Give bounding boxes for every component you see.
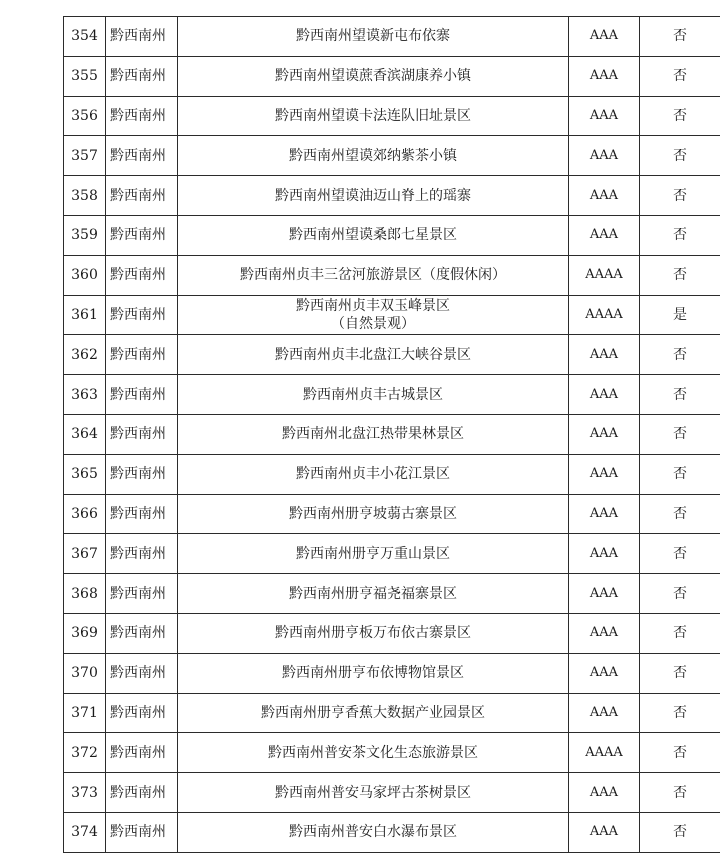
flag-cell bbox=[640, 335, 720, 375]
grade-cell bbox=[569, 454, 640, 494]
row-number-cell bbox=[64, 773, 106, 813]
table-row bbox=[64, 56, 720, 96]
grade-level: AAA bbox=[589, 625, 619, 641]
flag-value: 否 bbox=[673, 28, 687, 45]
table-row bbox=[64, 494, 720, 534]
flag-value: 否 bbox=[673, 426, 687, 443]
table-row bbox=[64, 812, 720, 852]
region-name: 黔西南州 bbox=[110, 744, 166, 761]
row-number-cell bbox=[64, 96, 106, 136]
row-number: 358 bbox=[71, 187, 98, 204]
region-cell bbox=[106, 136, 178, 176]
region-name: 黔西南州 bbox=[110, 346, 166, 363]
scenic-spot-name: 黔西南州贞丰双玉峰景区 bbox=[296, 297, 450, 314]
row-number-cell bbox=[64, 56, 106, 96]
table-row bbox=[64, 773, 720, 813]
row-number: 355 bbox=[71, 68, 98, 85]
grade-level: AAA bbox=[589, 784, 619, 800]
scenic-spot-name: 黔西南州望谟油迈山脊上的瑶寨 bbox=[275, 187, 471, 204]
flag-cell bbox=[640, 574, 720, 614]
region-cell bbox=[106, 176, 178, 216]
region-cell bbox=[106, 96, 178, 136]
flag-value: 否 bbox=[673, 824, 687, 841]
region-name: 黔西南州 bbox=[110, 306, 166, 323]
flag-cell bbox=[640, 454, 720, 494]
flag-cell bbox=[640, 255, 720, 295]
region-cell bbox=[106, 773, 178, 813]
row-number: 373 bbox=[71, 784, 98, 801]
region-name: 黔西南州 bbox=[110, 545, 166, 562]
scenic-spot-name-cell bbox=[178, 375, 569, 415]
scenic-spot-name: 黔西南州望谟蔗香滨湖康养小镇 bbox=[275, 68, 471, 85]
row-number-cell bbox=[64, 176, 106, 216]
grade-cell bbox=[569, 375, 640, 415]
region-cell bbox=[106, 494, 178, 534]
region-cell bbox=[106, 812, 178, 852]
scenic-spot-name: 黔西南州北盘江热带果林景区 bbox=[282, 426, 464, 443]
flag-cell bbox=[640, 534, 720, 574]
grade-cell bbox=[569, 96, 640, 136]
flag-cell bbox=[640, 96, 720, 136]
grade-cell bbox=[569, 17, 640, 57]
row-number: 369 bbox=[71, 625, 98, 642]
flag-value: 否 bbox=[673, 704, 687, 721]
grade-level: AAA bbox=[589, 68, 619, 84]
row-number-cell bbox=[64, 335, 106, 375]
table-row bbox=[64, 534, 720, 574]
region-name: 黔西南州 bbox=[110, 28, 166, 45]
scenic-spot-name: 黔西南州贞丰小花江景区 bbox=[296, 466, 450, 483]
grade-cell bbox=[569, 812, 640, 852]
region-cell bbox=[106, 574, 178, 614]
flag-cell bbox=[640, 56, 720, 96]
grade-cell bbox=[569, 534, 640, 574]
grade-cell bbox=[569, 295, 640, 335]
scenic-spot-name-cell bbox=[178, 534, 569, 574]
grade-cell bbox=[569, 733, 640, 773]
flag-value: 否 bbox=[673, 625, 687, 642]
grade-cell bbox=[569, 574, 640, 614]
grade-level: AAA bbox=[589, 227, 619, 243]
flag-cell bbox=[640, 17, 720, 57]
scenic-spot-name: 黔西南州册亨万重山景区 bbox=[296, 545, 450, 562]
region-cell bbox=[106, 414, 178, 454]
scenic-spot-name-cell bbox=[178, 17, 569, 57]
grade-level: AAAA bbox=[585, 744, 623, 760]
table-row bbox=[64, 454, 720, 494]
grade-level: AAA bbox=[589, 386, 619, 402]
scenic-spot-name-cell bbox=[178, 733, 569, 773]
row-number-cell bbox=[64, 613, 106, 653]
scenic-spot-name: 黔西南州贞丰北盘江大峡谷景区 bbox=[275, 346, 471, 363]
scenic-spot-name-cell bbox=[178, 494, 569, 534]
flag-value: 否 bbox=[673, 267, 687, 284]
table-row bbox=[64, 96, 720, 136]
flag-cell bbox=[640, 136, 720, 176]
region-cell bbox=[106, 613, 178, 653]
scenic-spot-name: 黔西南州望谟新屯布依寨 bbox=[296, 28, 450, 45]
grade-cell bbox=[569, 176, 640, 216]
region-name: 黔西南州 bbox=[110, 704, 166, 721]
row-number-cell bbox=[64, 414, 106, 454]
scenic-spot-name-cell bbox=[178, 773, 569, 813]
table-row bbox=[64, 733, 720, 773]
scenic-spot-name-cell bbox=[178, 295, 569, 335]
grade-level: AAA bbox=[589, 704, 619, 720]
scenic-spot-name-cell bbox=[178, 653, 569, 693]
scenic-spot-name: 黔西南州册亨布依博物馆景区 bbox=[282, 665, 464, 682]
row-number: 365 bbox=[71, 466, 98, 483]
grade-level: AAA bbox=[589, 466, 619, 482]
table-row bbox=[64, 136, 720, 176]
flag-cell bbox=[640, 295, 720, 335]
row-number: 366 bbox=[71, 505, 98, 522]
table-row bbox=[64, 215, 720, 255]
scenic-spot-name-cell bbox=[178, 613, 569, 653]
region-name: 黔西南州 bbox=[110, 147, 166, 164]
region-cell bbox=[106, 215, 178, 255]
region-name: 黔西南州 bbox=[110, 68, 166, 85]
row-number-cell bbox=[64, 653, 106, 693]
scenic-spots-table bbox=[63, 16, 720, 853]
scenic-spot-name-cell bbox=[178, 812, 569, 852]
region-cell bbox=[106, 653, 178, 693]
region-name: 黔西南州 bbox=[110, 187, 166, 204]
flag-cell bbox=[640, 812, 720, 852]
row-number: 367 bbox=[71, 545, 98, 562]
row-number-cell bbox=[64, 255, 106, 295]
flag-cell bbox=[640, 215, 720, 255]
grade-cell bbox=[569, 494, 640, 534]
region-name: 黔西南州 bbox=[110, 625, 166, 642]
grade-cell bbox=[569, 335, 640, 375]
flag-cell bbox=[640, 613, 720, 653]
scenic-spot-name: 黔西南州贞丰古城景区 bbox=[303, 386, 443, 403]
flag-cell bbox=[640, 414, 720, 454]
grade-level: AAA bbox=[589, 346, 619, 362]
grade-cell bbox=[569, 136, 640, 176]
row-number-cell bbox=[64, 494, 106, 534]
row-number: 359 bbox=[71, 227, 98, 244]
grade-level: AAA bbox=[589, 665, 619, 681]
row-number-cell bbox=[64, 136, 106, 176]
grade-cell bbox=[569, 215, 640, 255]
scenic-spot-name: 黔西南州普安茶文化生态旅游景区 bbox=[268, 744, 478, 761]
grade-cell bbox=[569, 613, 640, 653]
flag-cell bbox=[640, 375, 720, 415]
flag-value: 否 bbox=[673, 784, 687, 801]
scenic-spot-name-cell bbox=[178, 96, 569, 136]
table-row bbox=[64, 414, 720, 454]
region-cell bbox=[106, 335, 178, 375]
region-name: 黔西南州 bbox=[110, 227, 166, 244]
grade-level: AAA bbox=[589, 107, 619, 123]
region-cell bbox=[106, 454, 178, 494]
region-cell bbox=[106, 693, 178, 733]
flag-value: 否 bbox=[673, 744, 687, 761]
table-row bbox=[64, 335, 720, 375]
region-name: 黔西南州 bbox=[110, 585, 166, 602]
row-number: 354 bbox=[71, 28, 98, 45]
grade-cell bbox=[569, 773, 640, 813]
flag-value: 否 bbox=[673, 585, 687, 602]
scenic-spot-name-cell bbox=[178, 56, 569, 96]
region-name: 黔西南州 bbox=[110, 784, 166, 801]
row-number: 361 bbox=[71, 306, 98, 323]
region-name: 黔西南州 bbox=[110, 466, 166, 483]
flag-value: 否 bbox=[673, 227, 687, 244]
grade-level: AAAA bbox=[585, 306, 623, 322]
scenic-spot-name: 黔西南州册亨坡蒻古寨景区 bbox=[289, 505, 457, 522]
scenic-spot-name: 黔西南州册亨板万布依古寨景区 bbox=[275, 625, 471, 642]
row-number-cell bbox=[64, 17, 106, 57]
region-name: 黔西南州 bbox=[110, 665, 166, 682]
table-row bbox=[64, 574, 720, 614]
table-row bbox=[64, 295, 720, 335]
row-number: 370 bbox=[71, 665, 98, 682]
table-row bbox=[64, 255, 720, 295]
flag-cell bbox=[640, 653, 720, 693]
region-cell bbox=[106, 375, 178, 415]
scenic-spot-name-cell bbox=[178, 255, 569, 295]
region-cell bbox=[106, 295, 178, 335]
row-number-cell bbox=[64, 215, 106, 255]
scenic-spot-name-cell bbox=[178, 215, 569, 255]
flag-value: 否 bbox=[673, 505, 687, 522]
row-number-cell bbox=[64, 454, 106, 494]
flag-value: 否 bbox=[673, 466, 687, 483]
grade-cell bbox=[569, 56, 640, 96]
table-row bbox=[64, 693, 720, 733]
scenic-spot-name: 黔西南州普安白水瀑布景区 bbox=[289, 824, 457, 841]
row-number: 372 bbox=[71, 744, 98, 761]
flag-value: 否 bbox=[673, 68, 687, 85]
grade-cell bbox=[569, 255, 640, 295]
table-row bbox=[64, 613, 720, 653]
scenic-spot-name: 黔西南州望谟桑郎七星景区 bbox=[289, 227, 457, 244]
row-number-cell bbox=[64, 574, 106, 614]
flag-value: 否 bbox=[673, 107, 687, 124]
flag-value: 否 bbox=[673, 346, 687, 363]
table-row bbox=[64, 176, 720, 216]
region-cell bbox=[106, 17, 178, 57]
grade-cell bbox=[569, 653, 640, 693]
flag-cell bbox=[640, 494, 720, 534]
scenic-spot-name-cell bbox=[178, 574, 569, 614]
scenic-spot-name: 黔西南州普安马家坪古茶树景区 bbox=[275, 784, 471, 801]
region-name: 黔西南州 bbox=[110, 267, 166, 284]
scenic-spot-name-cell bbox=[178, 136, 569, 176]
scenic-spot-name: 黔西南州望谟卡法连队旧址景区 bbox=[275, 107, 471, 124]
region-cell bbox=[106, 255, 178, 295]
grade-level: AAAA bbox=[585, 267, 623, 283]
region-cell bbox=[106, 56, 178, 96]
region-name: 黔西南州 bbox=[110, 386, 166, 403]
row-number: 356 bbox=[71, 107, 98, 124]
flag-value: 否 bbox=[673, 187, 687, 204]
scenic-spot-name-cell bbox=[178, 454, 569, 494]
flag-cell bbox=[640, 773, 720, 813]
grade-level: AAA bbox=[589, 824, 619, 840]
flag-value: 否 bbox=[673, 386, 687, 403]
row-number-cell bbox=[64, 295, 106, 335]
row-number: 368 bbox=[71, 585, 98, 602]
scenic-spot-name-cell bbox=[178, 693, 569, 733]
scenic-spot-name-line2: （自然景观） bbox=[331, 315, 415, 332]
grade-level: AAA bbox=[589, 585, 619, 601]
grade-level: AAA bbox=[589, 426, 619, 442]
grade-level: AAA bbox=[589, 187, 619, 203]
row-number: 360 bbox=[71, 267, 98, 284]
grade-level: AAA bbox=[589, 147, 619, 163]
row-number-cell bbox=[64, 375, 106, 415]
flag-value: 否 bbox=[673, 147, 687, 164]
region-name: 黔西南州 bbox=[110, 824, 166, 841]
grade-level: AAA bbox=[589, 505, 619, 521]
grade-cell bbox=[569, 414, 640, 454]
row-number: 374 bbox=[71, 824, 98, 841]
scenic-spot-name: 黔西南州册亨福尧福寨景区 bbox=[289, 585, 457, 602]
region-name: 黔西南州 bbox=[110, 426, 166, 443]
row-number-cell bbox=[64, 733, 106, 773]
flag-cell bbox=[640, 693, 720, 733]
flag-cell bbox=[640, 733, 720, 773]
flag-value: 否 bbox=[673, 665, 687, 682]
region-cell bbox=[106, 733, 178, 773]
grade-level: AAA bbox=[589, 28, 619, 44]
row-number: 364 bbox=[71, 426, 98, 443]
scenic-spot-name: 黔西南州册亨香蕉大数据产业园景区 bbox=[261, 704, 485, 721]
grade-cell bbox=[569, 693, 640, 733]
region-name: 黔西南州 bbox=[110, 505, 166, 522]
row-number: 362 bbox=[71, 346, 98, 363]
table-row bbox=[64, 375, 720, 415]
scenic-spot-name-cell bbox=[178, 176, 569, 216]
flag-cell bbox=[640, 176, 720, 216]
scenic-spot-name: 黔西南州望谟郊纳紫茶小镇 bbox=[289, 147, 457, 164]
row-number: 371 bbox=[71, 704, 98, 721]
row-number-cell bbox=[64, 812, 106, 852]
table-body bbox=[64, 17, 720, 853]
scenic-spot-name-cell bbox=[178, 335, 569, 375]
flag-value: 否 bbox=[673, 545, 687, 562]
flag-value: 是 bbox=[673, 306, 687, 323]
table-row bbox=[64, 17, 720, 57]
region-name: 黔西南州 bbox=[110, 107, 166, 124]
region-cell bbox=[106, 534, 178, 574]
scenic-spot-name-cell bbox=[178, 414, 569, 454]
scenic-spot-name: 黔西南州贞丰三岔河旅游景区（度假休闲） bbox=[240, 267, 506, 284]
table-row bbox=[64, 653, 720, 693]
scenic-spots-table-container bbox=[63, 16, 687, 853]
row-number: 363 bbox=[71, 386, 98, 403]
row-number: 357 bbox=[71, 147, 98, 164]
grade-level: AAA bbox=[589, 545, 619, 561]
row-number-cell bbox=[64, 693, 106, 733]
row-number-cell bbox=[64, 534, 106, 574]
